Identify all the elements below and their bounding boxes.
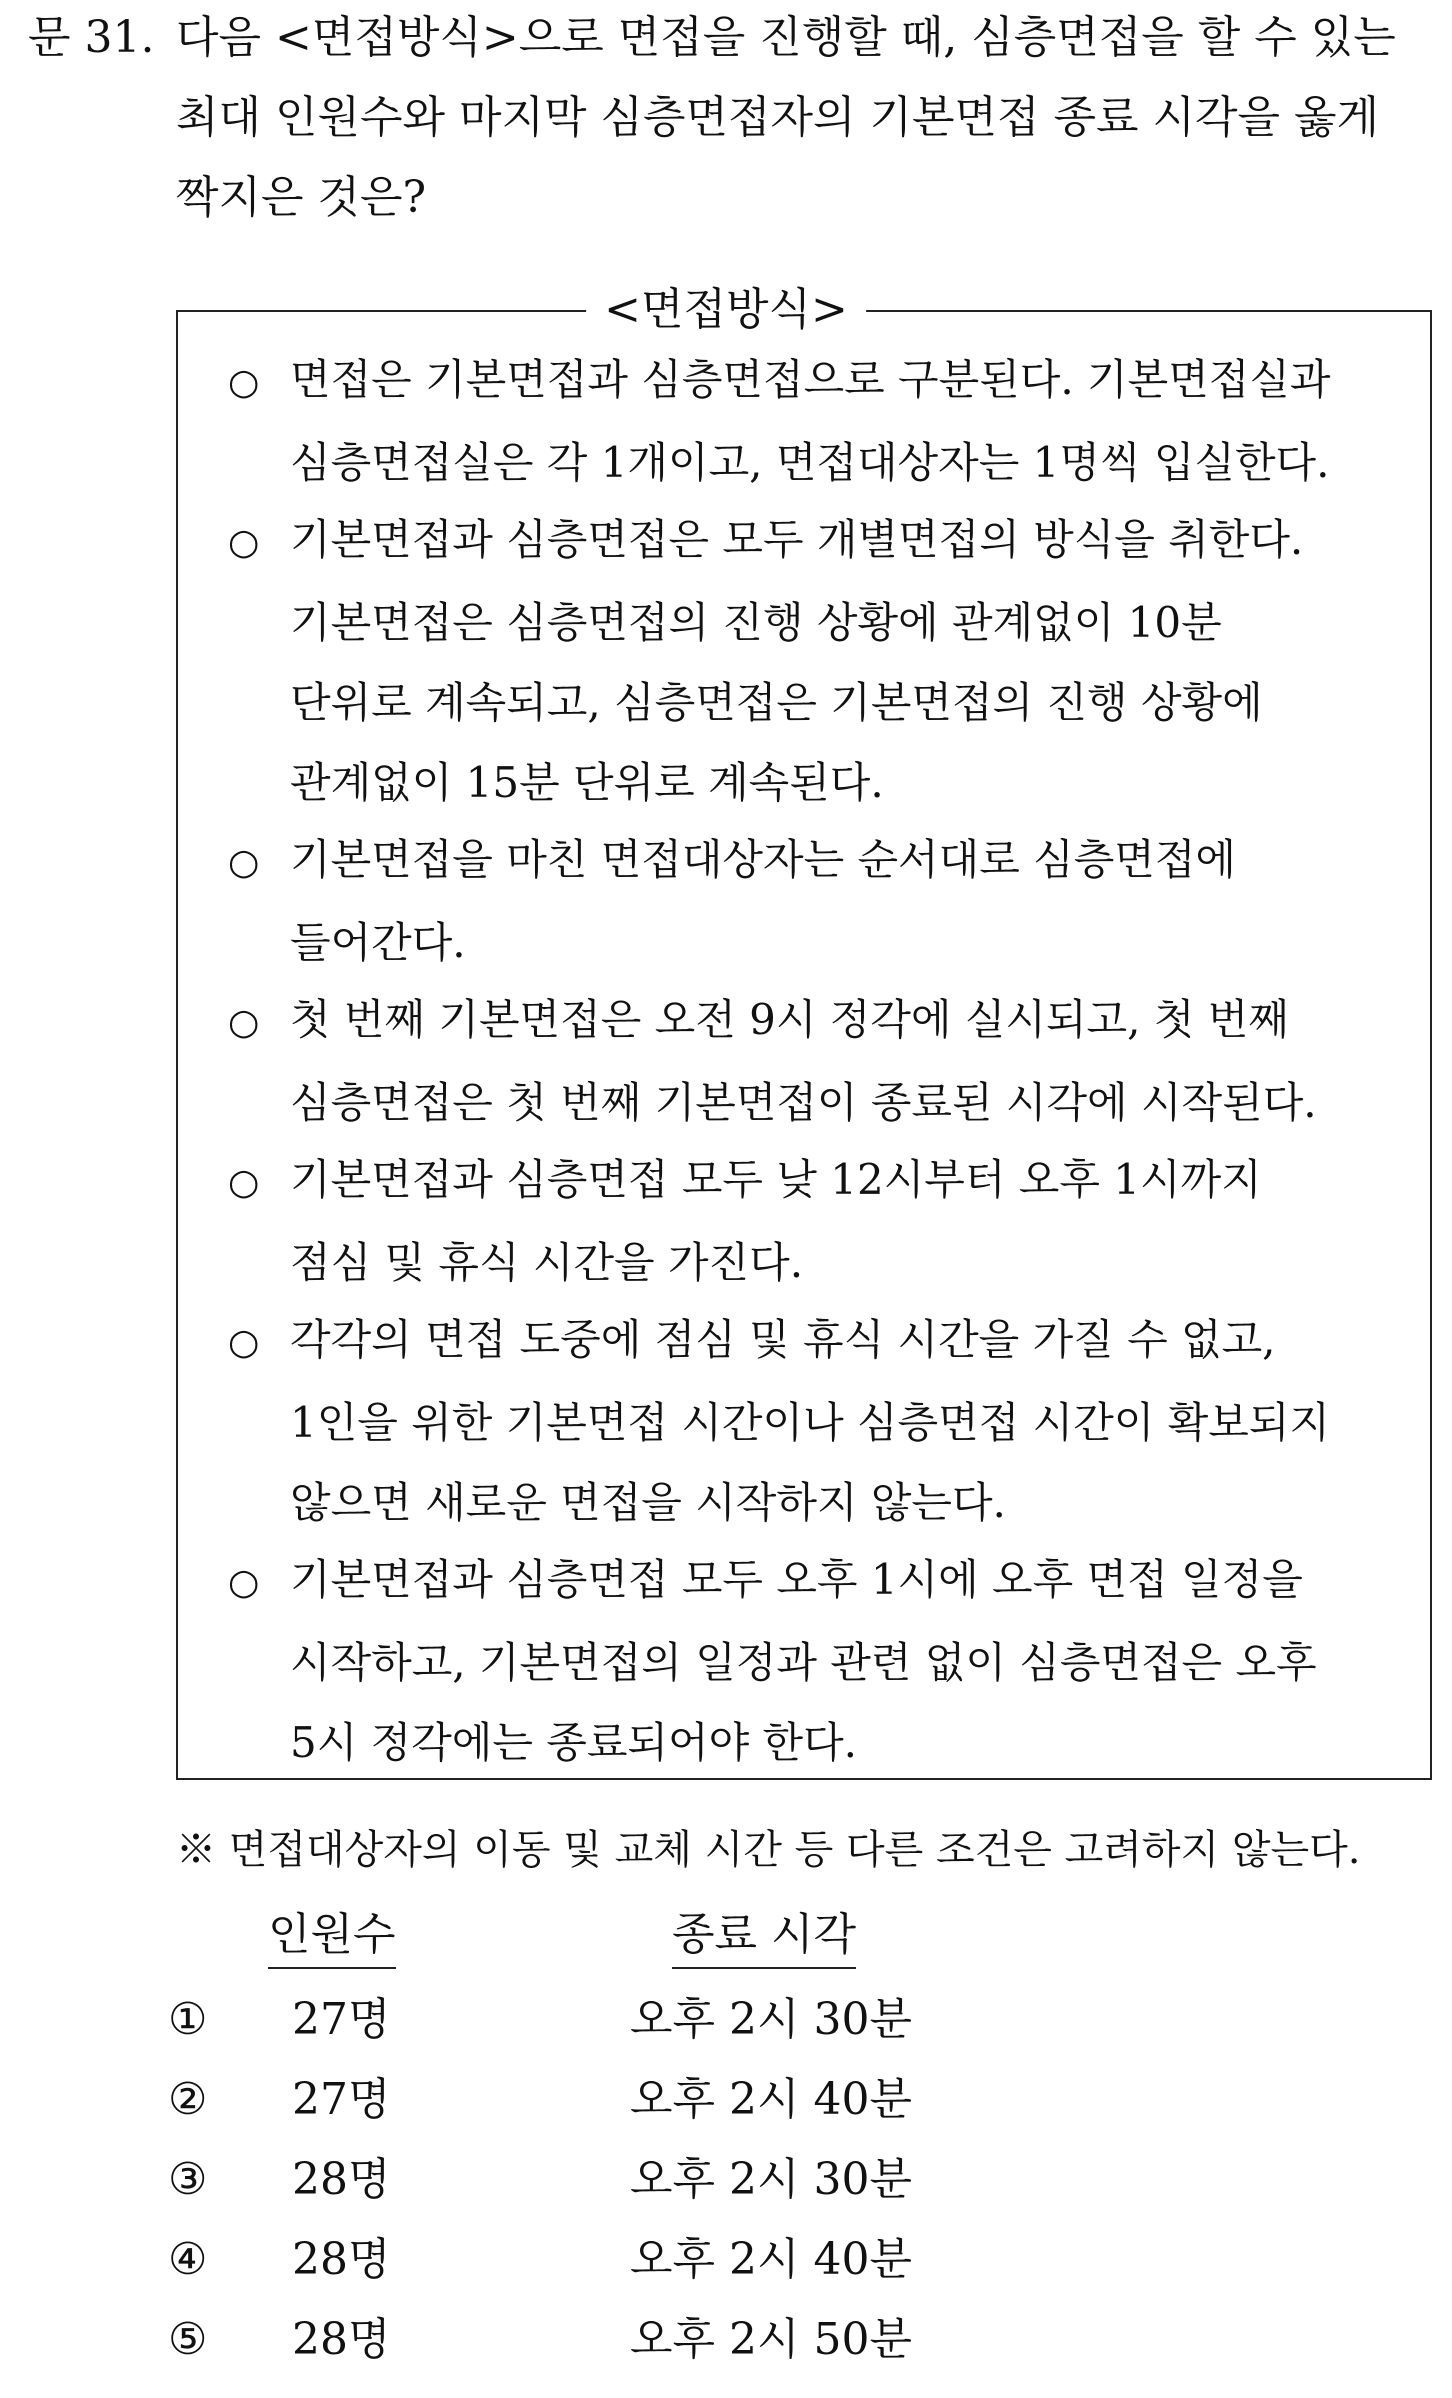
rule-item-2: [228, 500, 1303, 823]
bullet-circle-icon: ○: [228, 1002, 260, 1043]
rule-5-line-2: 점심 및 휴식 시간을 가진다.: [290, 1238, 804, 1287]
bullet-circle-icon: ○: [228, 842, 260, 883]
option-people: 28명: [292, 2234, 391, 2285]
rule-item-1: [228, 340, 1330, 503]
rule-7-line-3: 5시 정각에는 종료되어야 한다.: [290, 1718, 857, 1767]
rule-6-line-2: 1인을 위한 기본면접 시간이나 심층면접 시간이 확보되지: [290, 1398, 1330, 1447]
header-end-time: 종료 시각: [672, 1905, 856, 1969]
rule-item-5: [228, 1140, 1262, 1303]
question-line-1: [28, 8, 1396, 68]
rule-7-line-2: 시작하고, 기본면접의 일정과 관련 없이 심층면접은 오후: [290, 1638, 1317, 1687]
option-people: 28명: [292, 2314, 391, 2365]
rule-1-line-1: 면접은 기본면접과 심층면접으로 구분된다. 기본면접실과: [290, 355, 1331, 404]
rule-1-line-2: 심층면접실은 각 1개이고, 면접대상자는 1명씩 입실한다.: [290, 438, 1330, 487]
rule-2-line-1: 기본면접과 심층면접은 모두 개별면접의 방식을 취한다.: [290, 515, 1304, 564]
option-time: 오후 2시 30분: [630, 2154, 912, 2205]
option-people: 27명: [292, 2074, 391, 2125]
option-number: ⑤: [168, 2314, 208, 2365]
bullet-circle-icon: ○: [228, 522, 260, 563]
option-number: ③: [168, 2154, 208, 2205]
rule-6-line-3: 않으면 새로운 면접을 시작하지 않는다.: [290, 1478, 1006, 1527]
bullet-circle-icon: ○: [228, 1162, 260, 1203]
rule-item-6: [228, 1300, 1330, 1543]
bullet-circle-icon: ○: [228, 362, 260, 403]
rule-5-line-1: 기본면접과 심층면접 모두 낮 12시부터 오후 1시까지: [290, 1155, 1262, 1204]
option-people: 27명: [292, 1994, 391, 2045]
rule-7-line-1: 기본면접과 심층면접 모두 오후 1시에 오후 면접 일정을: [290, 1555, 1303, 1604]
rule-4-line-1: 첫 번째 기본면접은 오전 9시 정각에 실시되고, 첫 번째: [290, 995, 1289, 1044]
rule-2-line-4: 관계없이 15분 단위로 계속된다.: [290, 758, 884, 807]
rule-2-line-3: 단위로 계속되고, 심층면접은 기본면접의 진행 상황에: [290, 678, 1263, 727]
box-title: <면접방식>: [586, 280, 866, 340]
question-text-1: 다음 <면접방식>으로 면접을 진행할 때, 심층면접을 할 수 있는: [176, 12, 1396, 63]
rule-item-3: [228, 820, 1236, 983]
rule-2-line-2: 기본면접은 심층면접의 진행 상황에 관계없이 10분: [290, 598, 1222, 647]
question-line-3: 짝지은 것은?: [176, 172, 427, 223]
rule-4-line-2: 심층면접은 첫 번째 기본면접이 종료된 시각에 시작된다.: [290, 1078, 1317, 1127]
question-line-2: 최대 인원수와 마지막 심층면접자의 기본면접 종료 시각을 옳게: [176, 92, 1380, 143]
option-time: 오후 2시 40분: [630, 2234, 912, 2285]
header-people: 인원수: [268, 1905, 396, 1969]
bullet-circle-icon: ○: [228, 1322, 260, 1363]
rule-item-4: [228, 980, 1317, 1143]
option-number: ①: [168, 1994, 208, 2045]
rule-item-7: [228, 1540, 1317, 1783]
bullet-circle-icon: ○: [228, 1562, 260, 1603]
option-time: 오후 2시 50분: [630, 2314, 912, 2365]
option-number: ②: [168, 2074, 208, 2125]
option-number: ④: [168, 2234, 208, 2285]
rule-3-line-2: 들어간다.: [290, 918, 466, 967]
rule-6-line-1: 각각의 면접 도중에 점심 및 휴식 시간을 가질 수 없고,: [290, 1315, 1276, 1364]
option-people: 28명: [292, 2154, 391, 2205]
rule-3-line-1: 기본면접을 마친 면접대상자는 순서대로 심층면접에: [290, 835, 1236, 884]
option-time: 오후 2시 30분: [630, 1994, 912, 2045]
footnote: ※ 면접대상자의 이동 및 교체 시간 등 다른 조건은 고려하지 않는다.: [176, 1827, 1361, 1873]
question-number: 문 31.: [28, 12, 155, 63]
option-time: 오후 2시 40분: [630, 2074, 912, 2125]
